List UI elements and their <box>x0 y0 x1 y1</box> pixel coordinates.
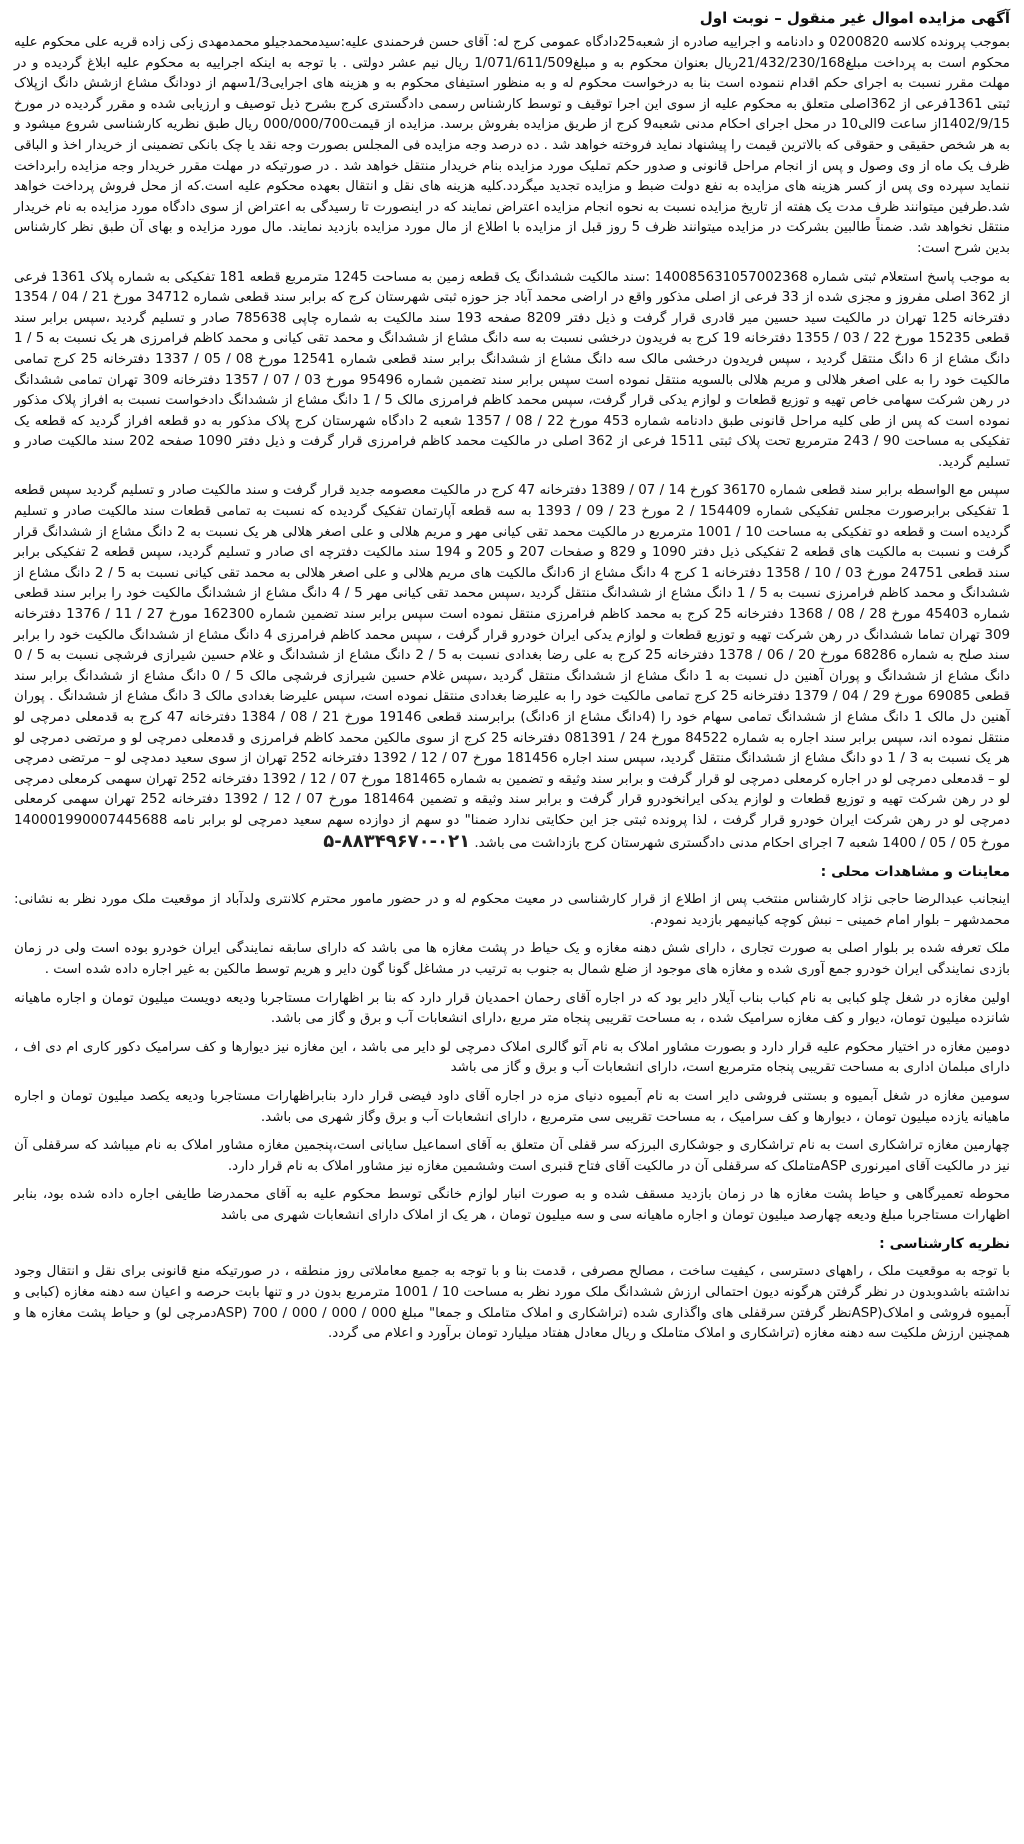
shop3-paragraph: سومین مغازه در شغل آبمیوه و بستنی فروشی دایر است به نام آبمیوه دنیای مزه در اجاره آقای داود فیضی قرار دارد بنابراظهارات مستاجربا ودیعه یکصد میلیون تومان و اجاره ماهیانه یازده میلیون تومان ، دیوارها و کف سرامیک ، به مساحت تقریبی سی مترمربع ، دارای انشعابات آب و برق وگاز شهری می باشد. <box>14 1088 1010 1125</box>
shop2-paragraph: دومین مغازه در اختیار محکوم علیه قرار دارد و بصورت مشاور املاک به نام آتو گالری املاک دمرچی لو دایر می باشد ، این مغازه نیز دیوارها و کف سرامیک دکور کاری ام دی اف ، دارای مبلمان اداری به مساحت تقریبی پنجاه مترمربع است، دارای انشعابات آب و برق و گاز می باشد <box>14 1039 1010 1076</box>
transfers-text: سپس مع الواسطه برابر سند قطعی شماره 36170 کورخ 14 / 07 / 1389 دفترخانه 47 کرج در مالکیت معصومه جدید قرار گرفت و سند مالکیت صادر و تسلیم گردید سپس قطعه 1 تفکیکی برابرصورت مجلس تفکیکی شماره 154409 / 2 مورخ 23 / 09 / 1393 به سه قطعه آپارتمان تفکیک گردیده که نسبت به تمامی قطعات سند مالکیت صادر و تسلیم گردیده است و قطعه دو تفکیکی به مساحت 10 / 1001 مترمربع در مالکیت محمد تقی کیانی مهر و مریم هلالی و علی اصغر هلالی هر یک نسبت به 2 دانگ مشاع از ششدانگ قرار گرفت و نسبت به مالکیت های قطعه 2 تفکیکی ذیل دفتر 1090 و 829 و صفحات 207 و 205 و 194 سند مالکیت دفترچه ای صادر و تسلیم گردید، سپس قطعه 2 تفکیکی برابر سند قطعی 24751 مورخ 03 / 10 / 1358 دفترخانه 1 کرج 4 دانگ مشاع از 6دانگ مالکیت های مریم هلالی و علی اصغر هلالی به محمد تقی کیانی نسبت به 5 / 2 دانگ مشاع از ششدانگ و محمد کاظم فرامرزی نسبت به 5 / 1 دانگ مشاع از ششدانگ منتقل گردید ،سپس محمد تقی کیانی مهر 5 / 4 دانگ مشاع از ششدانگ مالکیت خود را برابر سند قطعی شماره 45403 مورخ 28 / 08 / 1368 دفترخانه 25 کرج به محمد کاظم فرامرزی منتقل نموده است سپس برابر سند تضمین شماره 162300 مورخ 27 / 11 / 1376 دفترخانه 309 تهران تماما ششدانگ در رهن شرکت تهیه و توزیع قطعات و لوازم یدکی ایران خودرو قرار گرفت ، سپس محمد کاظم فرامرزی 4 دانگ مشاع از ششدانگ مالکیت خود را برابر سند صلح به شماره 68286 مورخ 20 / 06 / 1378 دفترخانه 25 کرج به علی رضا بغدادی نسبت به 5 / 2 دانگ مشاع از ششدانگ و غلام حسین شیرازی فرشچی نسبت به 5 / 0 دانگ مشاع از ششدانگ و پوران آهنین دل نسبت به 1 دانگ مشاع از ششدانگ منتقل گردید ،سپس غلام حسین شیرازی فرشچی مالک 5 / 0 دانگ مشاع از ششدانگ برابر سند قطعی 69085 مورخ 29 / 04 / 1379 دفترخانه 25 کرج تمامی مالکیت خود را به علیرضا بغدادی منتقل نموده است، سپس علیرضا بغدادی مالک 3 دانگ مشاع از ششدانگ . پوران آهنین دل مالک 1 دانگ مشاع از ششدانگ تمامی سهام خود را (4دانگ مشاع از 6دانگ) برابرسند قطعی 19146 مورخ 21 / 08 / 1384 دفترخانه 47 کرج به قدمعلی دمرچی لو منتقل نموده اند، سپس برابر سند اجاره به شماره 84522 مورخ 24 / 081391 دفترخانه 25 کرج از سوی مالکین محمد کاظم فرامرزی و قدمعلی دمرچی لو و مرتضی دمرچی لو هر یک نسبت به 3 / 1 دو دانگ مشاع از ششدانگ منتقل گردید، سپس سند اجاره 181456 مورخ 07 / 12 / 1392 دفترخانه 252 تهران از سوی سعید دمدچی لو – مرتضی دمرچی لو – قدمعلی دمرچی لو در اجاره کرمعلی دمرچی لو قرار گرفت و برابر سند وثیقه و تضمین به شماره 181465 مورخ 07 / 12 / 1392 دفترخانه 252 تهران سهمی کرمعلی دمرچی لو در رهن شرکت تهیه و توزیع قطعات و لوازم یدکی ایرانخودرو قرار گرفت و برابر سند وثیقه و تضمین 181464 مورخ 07 / 12 / 1392 دفترخانه 252 تهران سهمی کرمعلی دمرچی لو در رهن شرکت ایران خودرو قرار گرفت ، لذا پرونده ثبتی جز این حکایتی ندارد ضمنا" دو سهم از دوازده سهم سعید دمرچی لو برابر نامه 140001990007445688 مورخ 05 / 05 / 1400 شعبه 7 اجرای احکام مدنی دادگستری شهرستان کرج بازداشت می باشد. <box>14 483 1011 851</box>
opinion-paragraph: با توجه به موقعیت ملک ، راههای دسترسی ، کیفیت ساخت ، مصالح مصرفی ، قدمت بنا و با توجه به جمیع معاملاتی روز منطقه ، در صورتیکه منع قانونی برای نقل و انتقال وجود نداشته باشدوبدون در نظر گرفتن هرگونه دیون احتمالی ارزش ششدانگ ملک مورد نظر به مساحت 10 / 1001 مترمربع بدون در و تنها بابت حرصه و اعیان سه دهنه مغازه (کبابی و آبمیوه فروشی و املاک(ASPنظر گرفتن سرقفلی های واگذاری شده (تراشکاری و املاک متاملک و جمعا" مبلغ 000 / 000 / 000 / 700 (ASPدمرچی لو) و حیاط پشت مغازه ها و همچنین ارزش ملکیت سه دهنه مغازه (تراشکاری و املاک متاملک و ریال معادل هفتاد میلیارد تومان برآورد و اعلام می گردد. <box>14 1264 1011 1342</box>
shop4-paragraph: چهارمین مغازه تراشکاری است به نام تراشکاری و جوشکاری البرزکه سر قفلی آن متعلق به آقای اسماعیل سایانی است،پنجمین مغازه مشاور املاک به نام میباشد که سرقفلی آن نیز در مالکیت آقای امیرنوری ASPمتاملک که سرقفلی آن در مالکیت آقای فتاح قنبری است وششمین مغازه نیز مشاور املاک به نام قرار دارد. <box>14 1138 1010 1174</box>
opinion-heading: نظریه کارشناسی : <box>879 1236 1010 1253</box>
intro-paragraph: بموجب پرونده کلاسه 0200820 و دادنامه و اجراییه صادره از شعبه25دادگاه عمومی کرج له: آقای حسن فرحمندی علیه:سیدمحمدجیلو محمدمهدی زکی زاده قریه علی محکوم علیه محکوم است به پرداخت مبلغ21/432/230/168ریال بعنوان محکوم به و مبلغ1/071/611/509 ریال نیم عشر دولتی . با توجه به اینکه اجراییه به محکوم علیه ابلاغ گردیده و در مهلت مقرر نسبت به اجرای حکم اقدام ننموده است بنا به درخواست محکوم له و به منظور استیفای محکوم به و هزینه های اجرایی1/3سهم از دودانگ مشاع ازشش دانگ ازپلاک ثبتی 1361فرعی از 362اصلی متعلق به محکوم علیه از سوی این اجرا توقیف و توسط کارشناس رسمی دادگستری کرج بشرح ذیل توصیف و ارزیابی شده و مقرر گردیده در مورخ 1402/9/15از ساعت 9الی10 در محل اجرای احکام مدنی شعبه9 کرج از طریق مزایده بفروش برسد. مزایده از قیمت000/000/700 ریال طبق نظریه کارشناسی شروع میشود و به هر شخص حقیقی و حقوقی که بالاترین قیمت را پیشنهاد نماید فروخته خواهد شد . ده درصد وجه مزایده فی المجلس بصورت وجه نقد یا چک بانکی تضمینی از خریدار اخذ و الباقی ظرف یک ماه از وی وصول و پس از انجام مراحل قانونی و صدور حکم تملیک مورد مزایده بنام خریدار منتقل خواهد شد . در صورتیکه در مهلت مقرر خریدار وجه مزایده رابرداخت ننماید سپرده وی پس از کسر هزینه های مزایده به نفع دولت ضبط و مزایده تجدید میگردد.کلیه هزینه های نقل و انتقال بعهده محکوم علیه است.که از محل فروش پرداخت خواهد شد.طرفین میتوانند ظرف مدت یک هفته از تاریخ مزایده نسبت به نحوه انجام مزایده اعتراض نمایند که در اینصورت تا رسیدگی به اعتراض از سوی دادگاه مورد مزایده به نام خریدار منتقل نخواهد شد. ضمناً طالبین بشرکت در مزایده میتوانند ظرف 5 روز قبل از مزایده با اطلاع از مال مورد مزایده بازدید نمایند. مال مورد مزایده و بهای آن طبق نظر کارشناس بدین شرح است: <box>14 35 1011 256</box>
yard-paragraph: محوطه تعمیرگاهی و حیاط پشت مغازه ها در زمان بازدید مسقف شده و به صورت انبار لوازم خانگی توسط محکوم علیه به آقای محمدرضا طایفی اجاره داده شده بود، بنابر اظهارات مستاجربا مبلغ ودیعه چهارصد میلیون تومان و اجاره ماهیانه سی و سه میلیون تومان ، هر یک از املاک دارای انشعابات شهری می باشد <box>14 1187 1010 1223</box>
transfers-paragraph <box>14 481 1010 854</box>
notice-title: آگهی مزایده اموال غیر منقول – نوبت اول <box>699 9 1010 27</box>
property-paragraph: ملک تعرفه شده بر بلوار اصلی به صورت تجاری ، دارای شش دهنه مغازه و یک حیاط در پشت مغازه ها می باشد که دارای سابقه نمایندگی ایران خودرو بوده است ولی در زمان بازدی نمایندگی ایران خودرو جمع آوری شده و مغازه های موجود از ضلع شمال به جنوب به ترتیب در مشاغل گونا گون دایر و هریم توسط مالکین به غیر اجاره داده شده است . <box>14 941 1010 977</box>
shop1-paragraph: اولین مغازه در شغل چلو کبابی به نام کباب بناب آیلار دایر بود که در اجاره آقای رحمان احمدیان قرار دارد که بنا بر اظهارات مستاجربا ودیعه دویست میلیون تومان و اجاره ماهیانه شانزده میلیون تومان، دیوار و کف مغازه سرامیک شده ، به مساحت تقریبی پنجاه متر مربع ،دارای انشعابات آب و برق و گاز می باشد. <box>14 990 1010 1027</box>
registry-paragraph: به موجب پاسخ استعلام ثبتی شماره 140085631057002368 :سند مالکیت ششدانگ یک قطعه زمین به مساحت 1245 مترمربع قطعه 181 تفکیکی به شماره پلاک 1361 فرعی از 362 اصلی مفروز و مجزی شده از 33 فرعی از اصلی مذکور واقع در اراضی محمد آباد جز حوزه ثبتی شهرستان کرج که برابر سند قطعی شماره 34712 مورخ 21 / 04 / 1354 دفترخانه 125 تهران در مالکیت سید حسین میر قادری قرار گرفت و ذیل دفتر 8209 صفحه 193 سند مالکیت به شماره چاپی 785638 صادر و تسلیم گردید ،سپس برابر سند قطعی 15235 مورخ 22 / 03 / 1355 دفترخانه 19 کرج به فریدون درخشی نسبت به سه دانگ مشاع از ششدانگ و محمد تقی کیانی و محمد کاظم فرامرزی هر یک نسبت به 5 / 1 دانگ مشاع از 6 دانگ منتقل گردید ، سپس فریدون درخشی مالک سه دانگ مشاع از ششدانگ برابر سند قطعی شماره 12541 مورخ 08 / 05 / 1337 دفترخانه 25 کرج تمامی مالکیت خود را به علی اصغر هلالی و مریم هلالی بالسویه منتقل نموده است سپس برابر سند تضمین شماره 95496 مورخ 03 / 07 / 1357 دفترخانه 309 تهران تمامی ششدانگ در رهن شرکت سهامی خاص تهیه و توزیع قطعات و لوازم یدکی قرار گرفت، سپس محمد کاظم فرامرزی مالک 5 / 1 دانگ مشاع از ششدانگ دادخواست نسبت به افراز پلاک مذکور نموده است که پس از طی کلیه مراحل قانونی طبق دادنامه شماره 453 مورخ 22 / 08 / 1357 شعبه 2 دادگاه شهرستان کرج پلاک مذکور به دو قطعه افراز گردید که قطعه یک تفکیکی به مساحت 90 / 243 مترمربع تحت پلاک ثبتی 1511 فرعی از 362 اصلی در مالکیت محمد کاظم فرامرزی قرار گرفت و ذیل دفتر 1090 صفحه 202 سند مالکیت صادر و تسلیم گردید. <box>14 269 1011 470</box>
inspection-heading: معاینات و مشاهدات محلی : <box>820 864 1010 881</box>
phone-watermark: ۰۲۱-۸۸۳۴۹۶۷۰-۵ <box>323 830 471 852</box>
inspection-paragraph: اینجانب عبدالرضا حاجی نژاد کارشناس منتخب پس از اطلاع از قرار کارشناسی در معیت محکوم له و در حضور مامور محترم کلانتری ولدآباد از موقعیت ملک مورد نظر به نشانی: محمدشهر – بلوار امام خمینی – نبش کوچه کیانیمهر بازدید نمودم. <box>14 892 1010 928</box>
